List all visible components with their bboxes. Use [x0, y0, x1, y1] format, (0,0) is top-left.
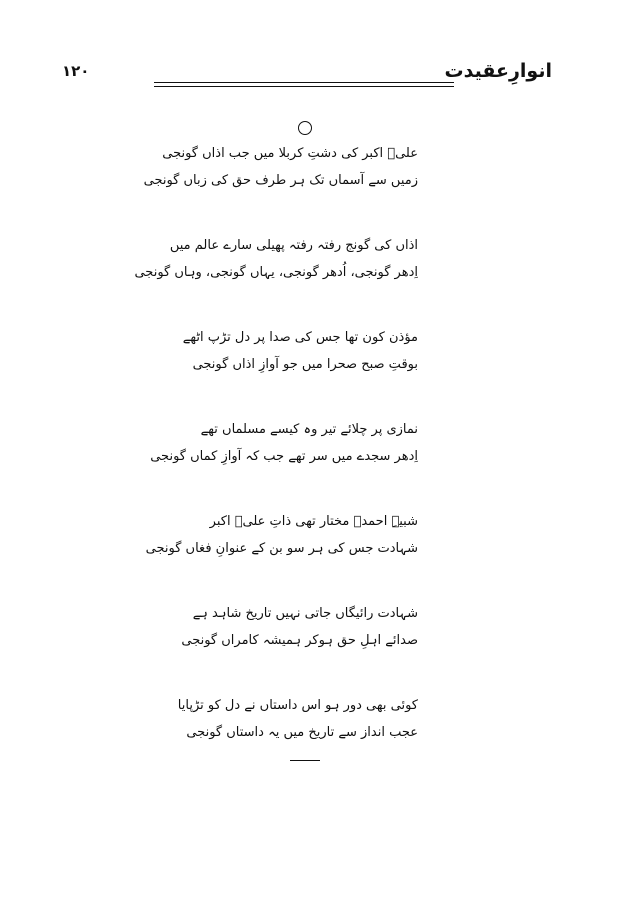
- verse-line: مؤذن کون تھا جس کی صدا پر دل تڑپ اٹھے: [182, 330, 418, 345]
- verse-line: اِدھر گونجی، اُدھر گونجی، یہاں گونجی، وہاں گونجی: [134, 265, 418, 280]
- stanza: [177, 692, 418, 746]
- stanza: [182, 324, 418, 378]
- page-number: ۱۲۰: [62, 62, 90, 80]
- verse-line: اِدھر سجدے میں سر تھے جب کہ آوازِ کماں گونجی: [150, 449, 418, 464]
- book-title: انوارِعقیدت: [444, 60, 552, 82]
- verse-line: بوقتِ صبح صحرا میں جو آوازِ اذاں گونجی: [192, 357, 418, 372]
- verse-line: علیؓ اکبر کی دشتِ کربلا میں جب اذاں گونجی: [162, 146, 418, 161]
- page-header: [0, 0, 618, 100]
- stanza: [143, 140, 418, 194]
- poem-end-rule: [290, 760, 320, 761]
- circle-ornament-icon: [298, 121, 312, 135]
- verse-line: کوئی بھی دور ہو اس داستاں نے دل کو تڑپایا: [177, 698, 418, 713]
- verse-line: شہادت جس کی ہر سو بن کے عنوانِ فغاں گونجی: [145, 541, 418, 556]
- verse-line: شہادت رائیگاں جاتی نہیں تاریخ شاہد ہے: [192, 606, 418, 621]
- verse-line: عجب انداز سے تاریخ میں یہ داستاں گونجی: [186, 725, 418, 740]
- stanza: [134, 232, 418, 286]
- poem: [134, 140, 418, 784]
- verse-line: اذاں کی گونج رفتہ رفتہ پھیلی سارے عالم میں: [169, 238, 418, 253]
- verse-line: صدائے اہلِ حق ہوکر ہمیشہ کامراں گونجی: [181, 633, 418, 648]
- header-rule-bottom: [154, 86, 454, 87]
- stanza: [150, 416, 418, 470]
- stanza: [181, 600, 418, 654]
- verse-line: شبیہِ احمدؐ مختار تھی ذاتِ علیؓ اکبر: [209, 514, 418, 529]
- stanza: [145, 508, 418, 562]
- verse-line: زمیں سے آسماں تک ہر طرف حق کی زباں گونجی: [143, 173, 418, 188]
- verse-line: نمازی پر چلائے تیر وہ کیسے مسلماں تھے: [200, 422, 418, 437]
- header-rule-top: [154, 82, 454, 83]
